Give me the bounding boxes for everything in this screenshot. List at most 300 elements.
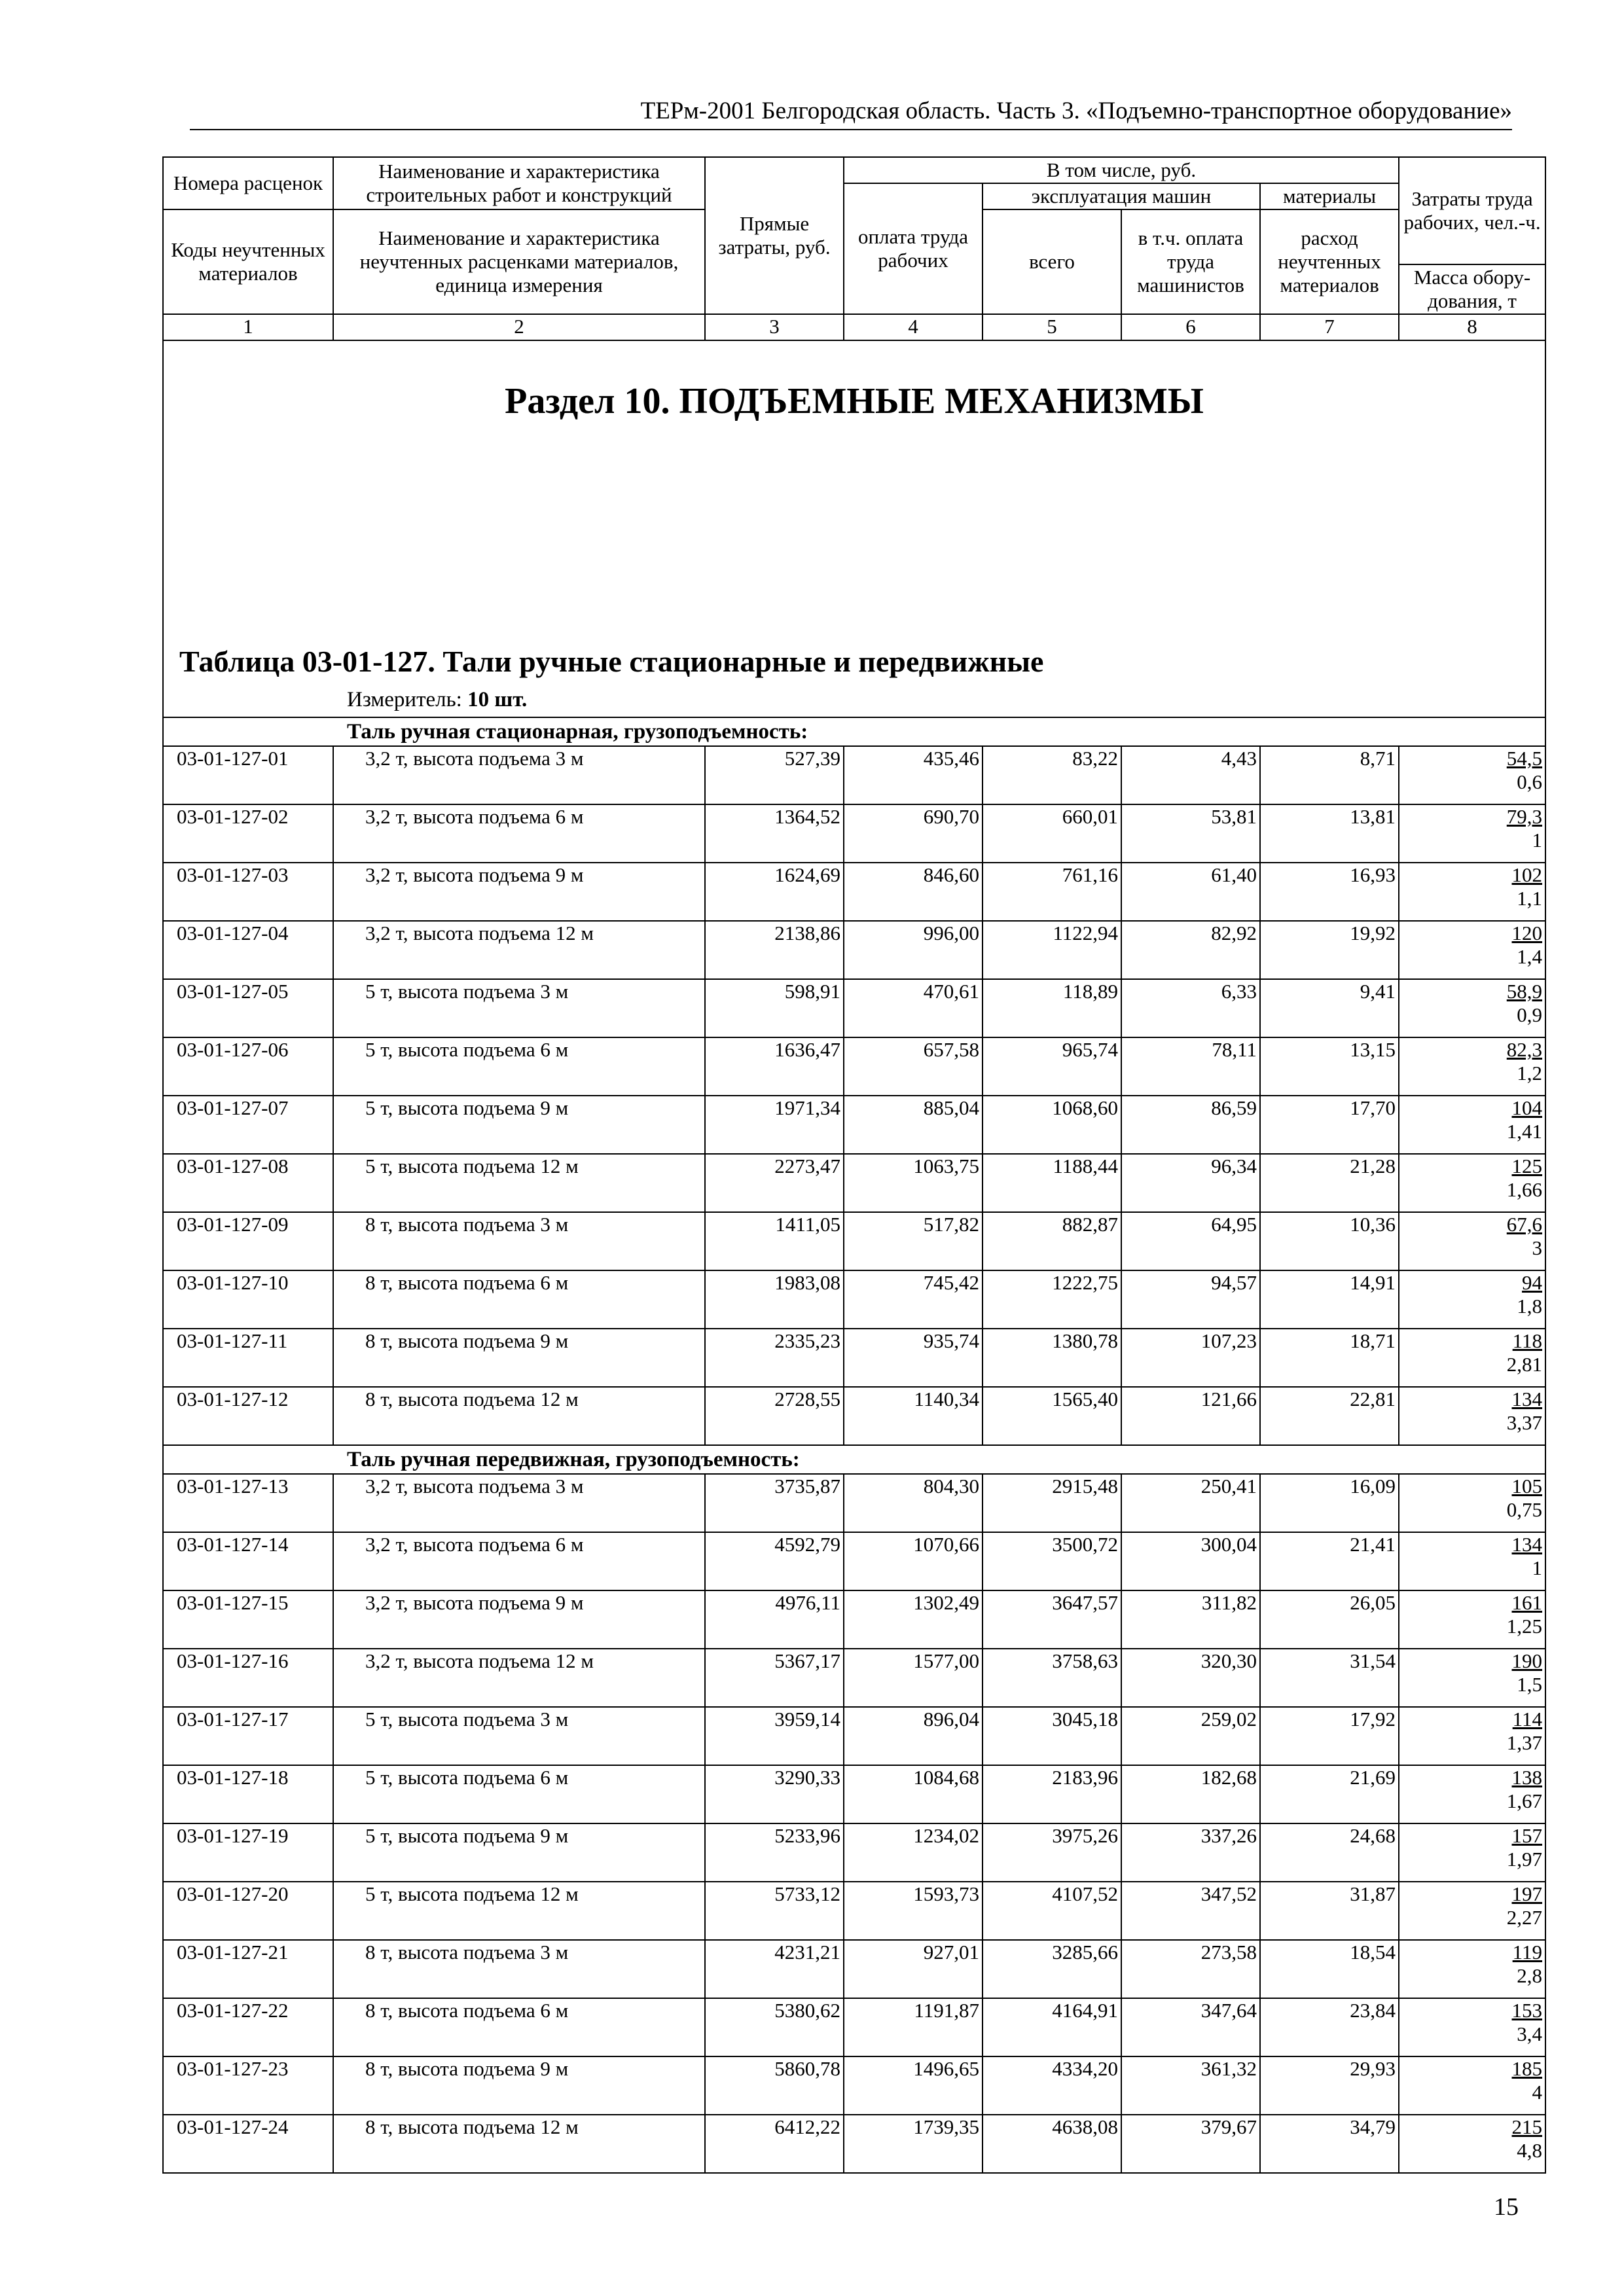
labor-and-mass: [1399, 1765, 1545, 1823]
worker-pay: 885,04: [844, 1096, 983, 1154]
worker-pay: 1496,65: [844, 2056, 983, 2115]
column-numbers-row: [163, 314, 1545, 340]
work-description: 8 т, высота подъема 6 м: [333, 1270, 705, 1329]
equipment-mass: 1,66: [1506, 1178, 1543, 1201]
machinist-pay: 337,26: [1121, 1823, 1260, 1882]
rates-table: [162, 156, 1546, 2174]
materials-cost: 19,92: [1260, 921, 1399, 979]
equipment-mass: 1,37: [1506, 1731, 1543, 1754]
labor-and-mass: [1399, 2115, 1545, 2173]
machinist-pay: 347,52: [1121, 1882, 1260, 1940]
table-row: [163, 1765, 1545, 1823]
table-row: [163, 1823, 1545, 1882]
labor-hours: 104: [1511, 1096, 1543, 1119]
worker-pay: 1084,68: [844, 1765, 983, 1823]
worker-pay: 745,42: [844, 1270, 983, 1329]
rate-code: 03-01-127-08: [163, 1154, 333, 1212]
column-number: 3: [705, 314, 844, 340]
labor-and-mass: [1399, 1387, 1545, 1445]
direct-costs: 1624,69: [705, 863, 844, 921]
machinist-pay: 86,59: [1121, 1096, 1260, 1154]
labor-hours: 157: [1511, 1824, 1543, 1847]
worker-pay: 1191,87: [844, 1998, 983, 2056]
direct-costs: 5367,17: [705, 1649, 844, 1707]
machine-total: 4107,52: [983, 1882, 1121, 1940]
group-title: Таль ручная стационарная, грузоподъемность:: [347, 720, 808, 744]
worker-pay: 1739,35: [844, 2115, 983, 2173]
header-material-name: Наименование и характеристика неучтенных расценками материалов, единица измерения: [333, 209, 705, 314]
table-row: [163, 1940, 1545, 1998]
direct-costs: 527,39: [705, 746, 844, 804]
equipment-mass: 1,41: [1506, 1120, 1543, 1143]
equipment-mass: 0,9: [1517, 1003, 1543, 1026]
labor-hours: 190: [1511, 1649, 1543, 1672]
table-row: [163, 2056, 1545, 2115]
worker-pay: 1302,49: [844, 1590, 983, 1649]
labor-and-mass: [1399, 1823, 1545, 1882]
labor-hours: 119: [1512, 1941, 1543, 1964]
header-including: В том числе, руб.: [844, 157, 1399, 183]
column-number: 7: [1260, 314, 1399, 340]
materials-cost: 13,81: [1260, 804, 1399, 863]
labor-hours: 67,6: [1506, 1213, 1543, 1236]
header-equipment-mass: Масса обору-дования, т: [1399, 264, 1545, 314]
labor-hours: 161: [1511, 1591, 1543, 1614]
labor-and-mass: [1399, 1998, 1545, 2056]
header-materials: материалы: [1260, 183, 1399, 209]
machine-total: 3500,72: [983, 1532, 1121, 1590]
materials-cost: 14,91: [1260, 1270, 1399, 1329]
materials-cost: 26,05: [1260, 1590, 1399, 1649]
rate-code: 03-01-127-18: [163, 1765, 333, 1823]
worker-pay: 657,58: [844, 1037, 983, 1096]
labor-hours: 185: [1511, 2057, 1543, 2080]
table-title: Таблица 03-01-127. Тали ручные стационарные и передвижные: [179, 645, 1044, 678]
work-description: 3,2 т, высота подъема 12 м: [333, 1649, 705, 1707]
labor-and-mass: [1399, 979, 1545, 1037]
header-material-codes: Коды неучтенных материалов: [163, 209, 333, 314]
materials-cost: 18,54: [1260, 1940, 1399, 1998]
rate-code: 03-01-127-05: [163, 979, 333, 1037]
page-number: 15: [1494, 2193, 1519, 2221]
table-row: [163, 1329, 1545, 1387]
work-description: 5 т, высота подъема 12 м: [333, 1882, 705, 1940]
machine-total: 3647,57: [983, 1590, 1121, 1649]
rate-code: 03-01-127-23: [163, 2056, 333, 2115]
direct-costs: 4592,79: [705, 1532, 844, 1590]
equipment-mass: 4: [1532, 2081, 1543, 2104]
machinist-pay: 250,41: [1121, 1474, 1260, 1532]
machinist-pay: 64,95: [1121, 1212, 1260, 1270]
worker-pay: 804,30: [844, 1474, 983, 1532]
materials-cost: 24,68: [1260, 1823, 1399, 1882]
materials-cost: 34,79: [1260, 2115, 1399, 2173]
labor-and-mass: [1399, 1037, 1545, 1096]
group-header-row: [163, 1445, 1545, 1474]
worker-pay: 517,82: [844, 1212, 983, 1270]
table-row: [163, 746, 1545, 804]
materials-cost: 17,92: [1260, 1707, 1399, 1765]
machinist-pay: 259,02: [1121, 1707, 1260, 1765]
materials-cost: 16,93: [1260, 863, 1399, 921]
worker-pay: 1140,34: [844, 1387, 983, 1445]
equipment-mass: 1,97: [1506, 1848, 1543, 1871]
column-number: 2: [333, 314, 705, 340]
materials-cost: 16,09: [1260, 1474, 1399, 1532]
header-work-name: Наименование и характеристика строительных работ и конструкций: [333, 157, 705, 209]
labor-and-mass: [1399, 1532, 1545, 1590]
labor-hours: 215: [1511, 2115, 1543, 2138]
labor-hours: 79,3: [1506, 805, 1543, 828]
rate-code: 03-01-127-03: [163, 863, 333, 921]
worker-pay: 927,01: [844, 1940, 983, 1998]
rate-code: 03-01-127-14: [163, 1532, 333, 1590]
machine-total: 660,01: [983, 804, 1121, 863]
worker-pay: 690,70: [844, 804, 983, 863]
labor-and-mass: [1399, 1329, 1545, 1387]
machine-total: 4638,08: [983, 2115, 1121, 2173]
equipment-mass: 2,27: [1506, 1906, 1543, 1929]
equipment-mass: 1,4: [1517, 945, 1543, 968]
direct-costs: 1364,52: [705, 804, 844, 863]
machinist-pay: 96,34: [1121, 1154, 1260, 1212]
machine-total: 118,89: [983, 979, 1121, 1037]
equipment-mass: 3,4: [1517, 2022, 1543, 2045]
measure-line: [347, 687, 527, 713]
rate-code: 03-01-127-17: [163, 1707, 333, 1765]
equipment-mass: 3: [1532, 1236, 1543, 1259]
equipment-mass: 3,37: [1506, 1411, 1543, 1434]
rate-code: 03-01-127-10: [163, 1270, 333, 1329]
machine-total: 4164,91: [983, 1998, 1121, 2056]
direct-costs: 2728,55: [705, 1387, 844, 1445]
column-number: 4: [844, 314, 983, 340]
work-description: 5 т, высота подъема 3 м: [333, 979, 705, 1037]
rate-code: 03-01-127-07: [163, 1096, 333, 1154]
machinist-pay: 4,43: [1121, 746, 1260, 804]
labor-hours: 82,3: [1506, 1038, 1543, 1061]
machine-total: 83,22: [983, 746, 1121, 804]
machinist-pay: 53,81: [1121, 804, 1260, 863]
work-description: 3,2 т, высота подъема 3 м: [333, 1474, 705, 1532]
direct-costs: 5860,78: [705, 2056, 844, 2115]
group-header-cell: [163, 717, 1545, 746]
machinist-pay: 94,57: [1121, 1270, 1260, 1329]
rate-code: 03-01-127-20: [163, 1882, 333, 1940]
machinist-pay: 107,23: [1121, 1329, 1260, 1387]
machine-total: 3975,26: [983, 1823, 1121, 1882]
table-row: [163, 1882, 1545, 1940]
work-description: 5 т, высота подъема 3 м: [333, 1707, 705, 1765]
direct-costs: 5380,62: [705, 1998, 844, 2056]
direct-costs: 598,91: [705, 979, 844, 1037]
equipment-mass: 1: [1532, 1556, 1543, 1579]
labor-and-mass: [1399, 1154, 1545, 1212]
direct-costs: 6412,22: [705, 2115, 844, 2173]
labor-and-mass: [1399, 2056, 1545, 2115]
direct-costs: 4231,21: [705, 1940, 844, 1998]
header-rule: [190, 129, 1512, 130]
work-description: 8 т, высота подъема 3 м: [333, 1940, 705, 1998]
direct-costs: 4976,11: [705, 1590, 844, 1649]
machinist-pay: 300,04: [1121, 1532, 1260, 1590]
work-description: 5 т, высота подъема 6 м: [333, 1765, 705, 1823]
equipment-mass: 1,1: [1517, 887, 1543, 910]
group-header-row: [163, 717, 1545, 746]
direct-costs: 1636,47: [705, 1037, 844, 1096]
table-row: [163, 1154, 1545, 1212]
rate-code: 03-01-127-16: [163, 1649, 333, 1707]
labor-hours: 114: [1512, 1708, 1543, 1731]
labor-and-mass: [1399, 1270, 1545, 1329]
materials-cost: 23,84: [1260, 1998, 1399, 2056]
rate-code: 03-01-127-06: [163, 1037, 333, 1096]
worker-pay: 1234,02: [844, 1823, 983, 1882]
labor-hours: 134: [1511, 1533, 1543, 1556]
equipment-mass: 4,8: [1517, 2139, 1543, 2162]
equipment-mass: 1,8: [1517, 1295, 1543, 1318]
labor-and-mass: [1399, 1940, 1545, 1998]
machinist-pay: 121,66: [1121, 1387, 1260, 1445]
labor-and-mass: [1399, 746, 1545, 804]
table-row: [163, 1037, 1545, 1096]
table-row: [163, 979, 1545, 1037]
work-description: 3,2 т, высота подъема 6 м: [333, 804, 705, 863]
table-row: [163, 1212, 1545, 1270]
labor-hours: 118: [1512, 1329, 1543, 1352]
table-row: [163, 921, 1545, 979]
labor-hours: 120: [1511, 922, 1543, 944]
worker-pay: 435,46: [844, 746, 983, 804]
table-row: [163, 1998, 1545, 2056]
header-direct-costs: Прямые затраты, руб.: [705, 157, 844, 314]
labor-hours: 153: [1511, 1999, 1543, 2022]
direct-costs: 3959,14: [705, 1707, 844, 1765]
worker-pay: 1577,00: [844, 1649, 983, 1707]
labor-and-mass: [1399, 1590, 1545, 1649]
measure-value: 10 шт.: [467, 688, 528, 711]
labor-hours: 58,9: [1506, 980, 1543, 1003]
worker-pay: 1063,75: [844, 1154, 983, 1212]
direct-costs: 3290,33: [705, 1765, 844, 1823]
work-description: 3,2 т, высота подъема 9 м: [333, 863, 705, 921]
materials-cost: 10,36: [1260, 1212, 1399, 1270]
machine-total: 882,87: [983, 1212, 1121, 1270]
work-description: 8 т, высота подъема 9 м: [333, 1329, 705, 1387]
materials-cost: 21,28: [1260, 1154, 1399, 1212]
equipment-mass: 1,25: [1506, 1615, 1543, 1638]
labor-and-mass: [1399, 1707, 1545, 1765]
work-description: 3,2 т, высота подъема 9 м: [333, 1590, 705, 1649]
materials-cost: 17,70: [1260, 1096, 1399, 1154]
rate-code: 03-01-127-12: [163, 1387, 333, 1445]
machinist-pay: 78,11: [1121, 1037, 1260, 1096]
materials-cost: 31,87: [1260, 1882, 1399, 1940]
machinist-pay: 61,40: [1121, 863, 1260, 921]
labor-hours: 105: [1511, 1475, 1543, 1498]
materials-cost: 21,69: [1260, 1765, 1399, 1823]
equipment-mass: 1,5: [1517, 1673, 1543, 1696]
rates-table-body: [163, 157, 1545, 2173]
machine-total: 2183,96: [983, 1765, 1121, 1823]
table-row: [163, 1649, 1545, 1707]
labor-hours: 94: [1522, 1271, 1543, 1294]
materials-cost: 22,81: [1260, 1387, 1399, 1445]
machine-total: 761,16: [983, 863, 1121, 921]
table-row: [163, 2115, 1545, 2173]
machine-total: 3045,18: [983, 1707, 1121, 1765]
rate-code: 03-01-127-09: [163, 1212, 333, 1270]
materials-cost: 21,41: [1260, 1532, 1399, 1590]
machinist-pay: 273,58: [1121, 1940, 1260, 1998]
rate-code: 03-01-127-21: [163, 1940, 333, 1998]
table-row: [163, 1590, 1545, 1649]
work-description: 3,2 т, высота подъема 3 м: [333, 746, 705, 804]
labor-hours: 125: [1511, 1155, 1543, 1177]
machinist-pay: 6,33: [1121, 979, 1260, 1037]
table-row: [163, 1474, 1545, 1532]
labor-hours: 54,5: [1506, 747, 1543, 770]
labor-hours: 197: [1511, 1882, 1543, 1905]
machinist-pay: 347,64: [1121, 1998, 1260, 2056]
group-title: Таль ручная передвижная, грузоподъемность:: [347, 1448, 800, 1471]
table-row: [163, 1096, 1545, 1154]
materials-cost: 13,15: [1260, 1037, 1399, 1096]
work-description: 8 т, высота подъема 6 м: [333, 1998, 705, 2056]
work-description: 5 т, высота подъема 12 м: [333, 1154, 705, 1212]
machine-total: 965,74: [983, 1037, 1121, 1096]
rate-code: 03-01-127-15: [163, 1590, 333, 1649]
direct-costs: 5233,96: [705, 1823, 844, 1882]
worker-pay: 846,60: [844, 863, 983, 921]
machinist-pay: 361,32: [1121, 2056, 1260, 2115]
direct-costs: 1983,08: [705, 1270, 844, 1329]
machinist-pay: 379,67: [1121, 2115, 1260, 2173]
machinist-pay: 320,30: [1121, 1649, 1260, 1707]
work-description: 8 т, высота подъема 3 м: [333, 1212, 705, 1270]
labor-and-mass: [1399, 1649, 1545, 1707]
rate-code: 03-01-127-24: [163, 2115, 333, 2173]
header-worker-pay: оплата труда рабочих: [844, 183, 983, 314]
machinist-pay: 82,92: [1121, 921, 1260, 979]
work-description: 8 т, высота подъема 9 м: [333, 2056, 705, 2115]
table-row: [163, 1387, 1545, 1445]
equipment-mass: 0,75: [1506, 1498, 1543, 1521]
header-rate-numbers: Номера расценок: [163, 157, 333, 209]
work-description: 3,2 т, высота подъема 6 м: [333, 1532, 705, 1590]
table-row: [163, 863, 1545, 921]
work-description: 8 т, высота подъема 12 м: [333, 1387, 705, 1445]
rate-code: 03-01-127-02: [163, 804, 333, 863]
machine-total: 4334,20: [983, 2056, 1121, 2115]
worker-pay: 1070,66: [844, 1532, 983, 1590]
header-machine-total: всего: [983, 209, 1121, 314]
direct-costs: 2273,47: [705, 1154, 844, 1212]
header-machine-operation: эксплуатация машин: [983, 183, 1260, 209]
work-description: 5 т, высота подъема 6 м: [333, 1037, 705, 1096]
labor-hours: 138: [1511, 1766, 1543, 1789]
machine-total: 1122,94: [983, 921, 1121, 979]
labor-and-mass: [1399, 1474, 1545, 1532]
equipment-mass: 1,67: [1506, 1789, 1543, 1812]
machine-total: 2915,48: [983, 1474, 1121, 1532]
group-header-cell: [163, 1445, 1545, 1474]
equipment-mass: 0,6: [1517, 770, 1543, 793]
labor-and-mass: [1399, 863, 1545, 921]
labor-hours: 102: [1511, 863, 1543, 886]
rate-code: 03-01-127-19: [163, 1823, 333, 1882]
column-number: 5: [983, 314, 1121, 340]
column-number: 6: [1121, 314, 1260, 340]
equipment-mass: 2,8: [1517, 1964, 1543, 1987]
equipment-mass: 1,2: [1517, 1062, 1543, 1085]
equipment-mass: 2,81: [1506, 1353, 1543, 1376]
machine-total: 1565,40: [983, 1387, 1121, 1445]
work-description: 5 т, высота подъема 9 м: [333, 1823, 705, 1882]
direct-costs: 2335,23: [705, 1329, 844, 1387]
labor-and-mass: [1399, 1212, 1545, 1270]
direct-costs: 1971,34: [705, 1096, 844, 1154]
table-row: [163, 804, 1545, 863]
machine-total: 1222,75: [983, 1270, 1121, 1329]
page-header: ТЕРм-2001 Белгородская область. Часть 3. «Подъемно-транспортное оборудование»: [640, 98, 1512, 124]
equipment-mass: 1: [1532, 829, 1543, 852]
materials-cost: 18,71: [1260, 1329, 1399, 1387]
labor-hours: 134: [1511, 1388, 1543, 1410]
rate-code: 03-01-127-04: [163, 921, 333, 979]
machine-total: 3758,63: [983, 1649, 1121, 1707]
header-material-consumption: расход неучтенных материалов: [1260, 209, 1399, 314]
section-row: [163, 340, 1545, 717]
direct-costs: 5733,12: [705, 1882, 844, 1940]
work-description: 5 т, высота подъема 9 м: [333, 1096, 705, 1154]
section-title: Раздел 10. ПОДЪЕМНЫЕ МЕХАНИЗМЫ: [505, 381, 1204, 422]
measure-label: Измеритель:: [347, 688, 462, 711]
table-row: [163, 1707, 1545, 1765]
rate-code: 03-01-127-13: [163, 1474, 333, 1532]
worker-pay: 935,74: [844, 1329, 983, 1387]
header-machinist-pay: в т.ч. оплата труда машинистов: [1121, 209, 1260, 314]
column-number: 1: [163, 314, 333, 340]
work-description: 8 т, высота подъема 12 м: [333, 2115, 705, 2173]
worker-pay: 996,00: [844, 921, 983, 979]
materials-cost: 29,93: [1260, 2056, 1399, 2115]
labor-and-mass: [1399, 1096, 1545, 1154]
machinist-pay: 311,82: [1121, 1590, 1260, 1649]
table-row: [163, 1270, 1545, 1329]
labor-and-mass: [1399, 1882, 1545, 1940]
machine-total: 3285,66: [983, 1940, 1121, 1998]
rate-code: 03-01-127-22: [163, 1998, 333, 2056]
rate-code: 03-01-127-01: [163, 746, 333, 804]
direct-costs: 1411,05: [705, 1212, 844, 1270]
header-labor-hours: Затраты труда рабочих, чел.-ч.: [1399, 157, 1545, 264]
column-number: 8: [1399, 314, 1545, 340]
materials-cost: 8,71: [1260, 746, 1399, 804]
table-row: [163, 1532, 1545, 1590]
work-description: 3,2 т, высота подъема 12 м: [333, 921, 705, 979]
materials-cost: 31,54: [1260, 1649, 1399, 1707]
machine-total: 1380,78: [983, 1329, 1121, 1387]
machinist-pay: 182,68: [1121, 1765, 1260, 1823]
worker-pay: 896,04: [844, 1707, 983, 1765]
materials-cost: 9,41: [1260, 979, 1399, 1037]
machine-total: 1188,44: [983, 1154, 1121, 1212]
worker-pay: 1593,73: [844, 1882, 983, 1940]
worker-pay: 470,61: [844, 979, 983, 1037]
direct-costs: 2138,86: [705, 921, 844, 979]
labor-and-mass: [1399, 921, 1545, 979]
